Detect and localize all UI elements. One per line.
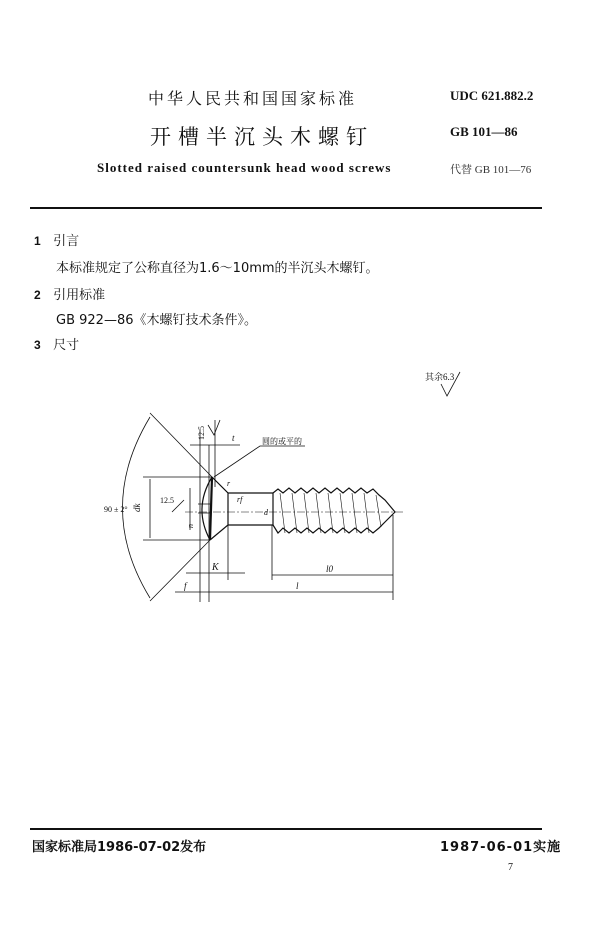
head-roughness: 12.5	[197, 426, 206, 440]
section-3-heading: 3 尺寸	[34, 338, 80, 353]
svg-text:r: r	[227, 479, 231, 488]
svg-text:t: t	[232, 433, 235, 443]
leader-note: 圆的或平的	[262, 437, 302, 446]
document-title: 开槽半沉头木螺钉	[150, 125, 374, 149]
issuing-body: 中华人民共和国国家标准	[148, 89, 358, 108]
replaces-note: 代替 GB 101—76	[450, 164, 532, 176]
svg-text:d: d	[264, 508, 268, 517]
section-2-body: GB 922—86《木螺钉技术条件》。	[56, 313, 257, 328]
standard-code: GB 101—86	[450, 124, 518, 139]
section-1-heading: 1 引言	[34, 234, 80, 249]
section-2-heading: 2 引用标准	[34, 288, 106, 303]
thread	[273, 488, 395, 533]
page-number: 7	[508, 862, 513, 873]
svg-text:K: K	[212, 562, 219, 573]
effective-date: 1987-06-01实施	[440, 840, 562, 855]
english-title: Slotted raised countersunk head wood screws	[97, 160, 392, 175]
angle-label: 90 ± 2°	[104, 505, 128, 514]
section-1-body: 本标准规定了公称直径为1.6～10mm的半沉头木螺钉。	[56, 261, 379, 276]
roughness-value: 6.3	[443, 372, 455, 382]
slot-roughness: 12.5	[160, 496, 174, 505]
svg-text:rf: rf	[237, 495, 243, 504]
svg-text:n: n	[186, 524, 195, 528]
footer-rule	[30, 828, 542, 830]
head-face	[210, 477, 212, 540]
issue-date: 国家标准局1986-07-02发布	[32, 840, 207, 855]
svg-text:l: l	[296, 581, 299, 591]
svg-text:dk: dk	[132, 503, 142, 512]
roughness-note: 其余	[425, 372, 444, 382]
udc-code: UDC 621.882.2	[450, 88, 534, 103]
svg-text:f: f	[184, 581, 187, 591]
svg-text:l0: l0	[326, 564, 334, 574]
